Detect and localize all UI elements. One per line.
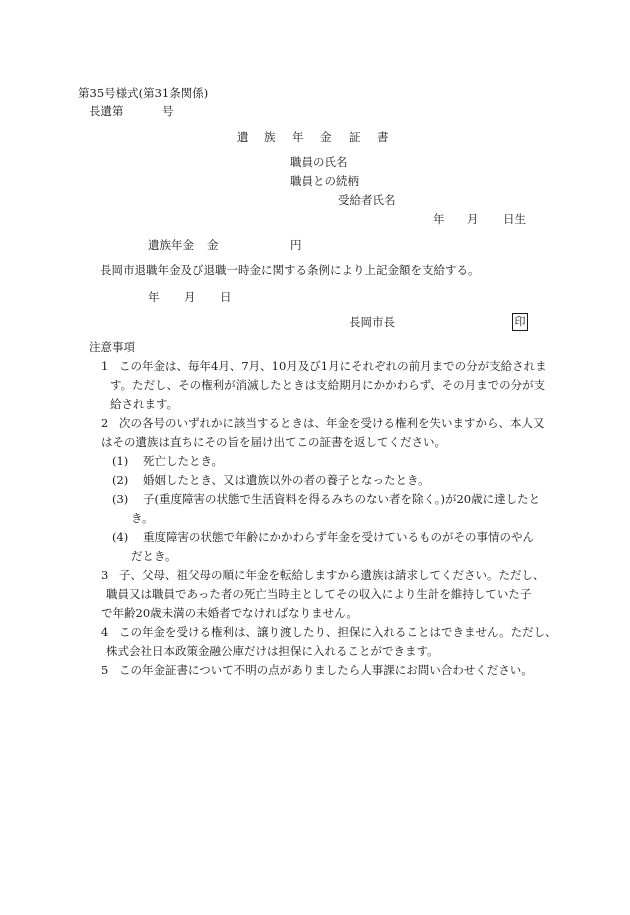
note-line: で年齢20歳未満の未婚者でなければなりません。 (101, 606, 358, 620)
note-line: 次の各号のいずれかに該当するときは、年金を受ける権利を失いますから、本人又 (119, 416, 545, 430)
note-number: 5 (101, 663, 109, 677)
note-line: この年金は、毎年4月、7月、10月及び1月にそれぞれの前月までの分が支給されま (119, 359, 547, 373)
heading-char: 族 (264, 130, 276, 144)
subnote-line: 子(重度障害の状態で生活資料を得るみちのない者を除く。)が20歳に達したと (143, 492, 541, 506)
notes-title: 注意事項 (89, 340, 135, 354)
seal-box: 印 (512, 313, 528, 331)
amount-unit: 円 (290, 238, 302, 252)
note-number: 2 (101, 416, 109, 430)
note-line: 職員又は職員であった者の死亡当時主としてその収入により生計を維持していた子 (106, 587, 532, 601)
note-line: この年金証書について不明の点がありましたら人事課にお問い合わせください。 (119, 663, 533, 677)
issuer-title: 長岡市長 (349, 315, 395, 329)
heading-char: 証 (349, 130, 361, 144)
note-number: 4 (101, 625, 109, 639)
relation-label: 職員との続柄 (290, 174, 359, 188)
subnote-line: 婚姻したとき、又は遺族以外の者の養子となったとき。 (143, 473, 430, 487)
subnote-number: (2) (112, 473, 129, 487)
heading-char: 金 (320, 130, 332, 144)
note-line: 給されます。 (110, 397, 179, 411)
birth-day: 日生 (503, 212, 526, 226)
doc-number-prefix: 長遺第 (89, 104, 124, 118)
issue-day: 日 (220, 290, 232, 304)
heading-char: 年 (292, 130, 304, 144)
heading-char: 遺 (237, 130, 249, 144)
note-line: 株式会社日本政策金融公庫だけは担保に入れることができます。 (106, 644, 439, 658)
subnote-number: (1) (112, 454, 129, 468)
subnote-line: 死亡したとき。 (143, 454, 224, 468)
note-line: 子、父母、祖父母の順に年金を転給しますから遺族は請求してください。ただし、 (119, 568, 545, 582)
doc-number-suffix: 号 (162, 104, 174, 118)
issue-month: 月 (184, 290, 196, 304)
heading-char: 書 (377, 130, 389, 144)
amount-prefix: 金 (207, 238, 219, 252)
issue-year: 年 (148, 290, 160, 304)
subnote-number: (4) (112, 530, 129, 544)
note-line: この年金を受ける権利は、譲り渡したり、担保に入れることはできません。ただし、 (119, 625, 557, 639)
note-line: はその遺族は直ちにその旨を届け出てこの証書を返してください。 (101, 435, 446, 449)
subnote-line: 重度障害の状態で年齢にかかわらず年金を受けているものがその事情のやん (143, 530, 534, 544)
form-title: 第35号様式(第31条関係) (78, 86, 209, 100)
birth-month: 月 (467, 212, 479, 226)
subnote-line: き。 (131, 511, 154, 525)
birth-year: 年 (433, 212, 445, 226)
pension-label: 遺族年金 (148, 238, 194, 252)
recipient-label: 受給者氏名 (338, 193, 396, 207)
statement: 長岡市退職年金及び退職一時金に関する条例により上記金額を支給する。 (100, 263, 480, 277)
note-line: す。ただし、その権利が消滅したときは支給期月にかかわらず、その月までの分が支 (110, 378, 546, 392)
note-number: 3 (101, 568, 109, 582)
note-number: 1 (101, 359, 109, 373)
subnote-line: だとき。 (131, 549, 177, 563)
staff-name-label: 職員の氏名 (290, 155, 348, 169)
subnote-number: (3) (112, 492, 129, 506)
